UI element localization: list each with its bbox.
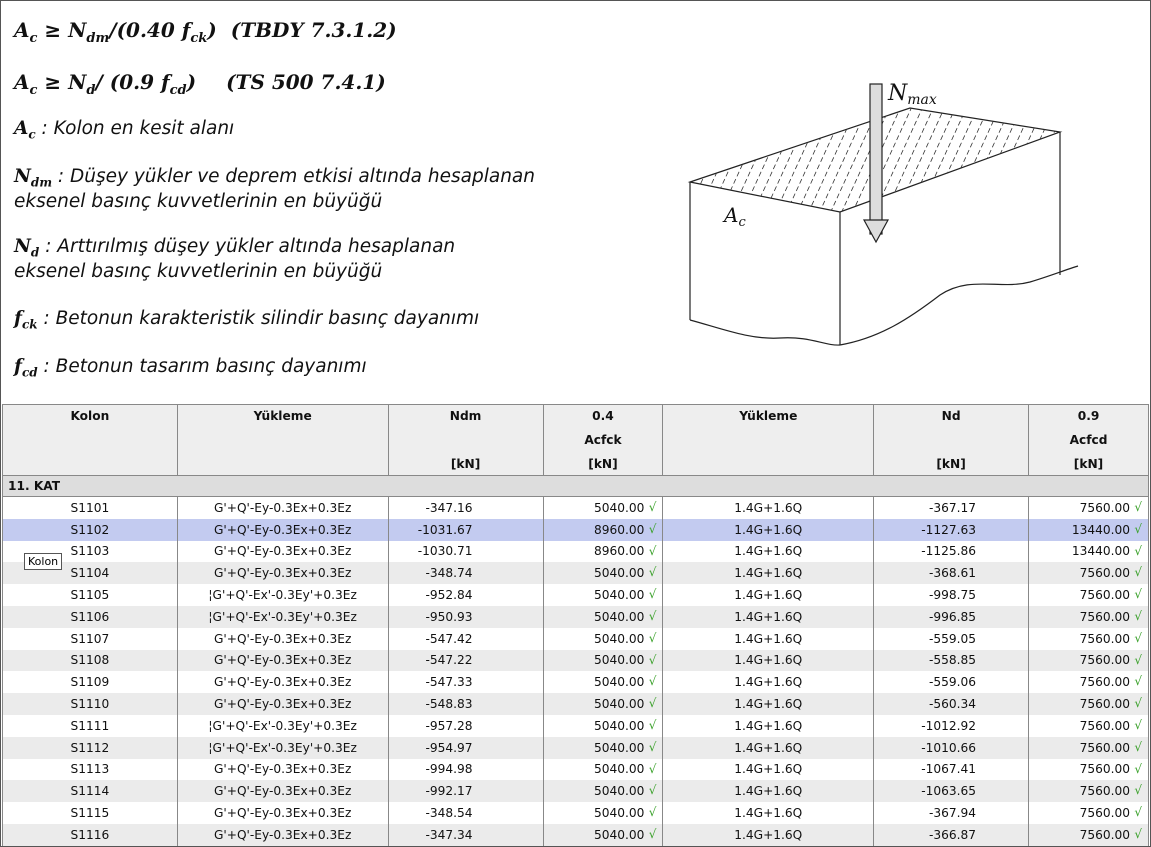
cell-kolon: S1102 [3, 519, 178, 541]
column-check-table [2, 404, 1149, 846]
cell-kolon: S1112 [3, 737, 178, 759]
hatch-line [1069, 100, 1100, 220]
check-icon: √ [648, 565, 657, 580]
cell-acfck: 5040.00 √ [543, 780, 663, 802]
hatch-line [981, 100, 1036, 220]
check-icon: √ [648, 630, 657, 645]
hatch-line [1047, 100, 1100, 220]
cell-acfcd: 7560.00 √ [1029, 759, 1149, 781]
cell-yukleme-2: 1.4G+1.6Q [663, 824, 874, 846]
cell-kolon: S1105 [3, 584, 178, 606]
group-row-label[interactable]: 11. KAT [3, 476, 1149, 497]
table-row[interactable] [3, 519, 1149, 541]
check-icon: √ [648, 500, 657, 514]
cell-yukleme: ¦G'+Q'-Ex'-0.3Ey'+0.3Ez [177, 584, 388, 606]
cell-ndm: -992.17 [388, 780, 543, 802]
cell-acfcd: 7560.00 √ [1029, 715, 1149, 737]
cell-ndm: -547.33 [388, 671, 543, 693]
cell-acfck: 5040.00 √ [543, 802, 663, 824]
cell-ndm: -954.97 [388, 737, 543, 759]
table-row[interactable] [3, 737, 1149, 759]
check-icon: √ [1134, 587, 1142, 602]
cell-yukleme: G'+Q'-Ey-0.3Ex+0.3Ez [177, 519, 388, 541]
cell-yukleme: G'+Q'-Ey-0.3Ex+0.3Ez [177, 562, 388, 584]
cell-nd: -1127.63 [874, 519, 1029, 541]
cell-kolon: S1104 [3, 562, 178, 584]
cell-acfcd: 13440.00 √ [1029, 519, 1149, 541]
table-row[interactable] [3, 715, 1149, 737]
cell-kolon: S1103 [3, 541, 178, 563]
check-icon: √ [1134, 543, 1142, 558]
cell-acfcd: 7560.00 √ [1029, 802, 1149, 824]
table-row[interactable] [3, 541, 1149, 563]
cell-nd: -560.34 [874, 693, 1029, 715]
check-icon: √ [648, 826, 657, 841]
check-icon: √ [1134, 608, 1142, 623]
cell-ndm: -1031.67 [388, 519, 543, 541]
check-icon: √ [648, 608, 657, 623]
cell-acfcd: 7560.00 √ [1029, 737, 1149, 759]
cell-kolon: S1101 [3, 497, 178, 519]
check-icon: √ [1134, 761, 1142, 776]
cell-yukleme-2: 1.4G+1.6Q [663, 650, 874, 672]
cell-yukleme: G'+Q'-Ey-0.3Ex+0.3Ez [177, 824, 388, 846]
cell-ndm: -547.22 [388, 650, 543, 672]
cell-acfck: 5040.00 √ [543, 628, 663, 650]
table-row[interactable] [3, 759, 1149, 781]
table-row[interactable] [3, 562, 1149, 584]
hatch-line [695, 100, 750, 220]
cell-kolon: S1107 [3, 628, 178, 650]
cell-yukleme-2: 1.4G+1.6Q [663, 671, 874, 693]
table-row[interactable] [3, 584, 1149, 606]
cell-yukleme-2: 1.4G+1.6Q [663, 497, 874, 519]
cell-acfck: 5040.00 √ [543, 671, 663, 693]
cell-yukleme: G'+Q'-Ey-0.3Ex+0.3Ez [177, 671, 388, 693]
cell-acfck: 5040.00 √ [543, 824, 663, 846]
cell-ndm: -347.16 [388, 497, 543, 519]
hatch-line [1025, 100, 1080, 220]
cell-ndm: -348.54 [388, 802, 543, 824]
cell-yukleme-2: 1.4G+1.6Q [663, 759, 874, 781]
cell-acfcd: 7560.00 √ [1029, 628, 1149, 650]
hatch-line [680, 100, 695, 220]
area-label: $A_c$ [724, 203, 746, 230]
cell-ndm: -957.28 [388, 715, 543, 737]
cell-kolon: S1116 [3, 824, 178, 846]
cell-kolon: S1114 [3, 780, 178, 802]
definition-0: $A_c$ : Kolon en kesit alanı [14, 118, 235, 142]
cell-yukleme-2: 1.4G+1.6Q [663, 541, 874, 563]
check-icon: √ [1134, 717, 1142, 732]
cell-acfck: 5040.00 √ [543, 584, 663, 606]
cell-acfcd: 13440.00 √ [1029, 541, 1149, 563]
check-icon: √ [1134, 783, 1142, 798]
cell-ndm: -952.84 [388, 584, 543, 606]
cell-acfck: 5040.00 √ [543, 693, 663, 715]
cell-acfck: 5040.00 √ [543, 497, 663, 519]
table-row[interactable] [3, 628, 1149, 650]
table-row[interactable] [3, 606, 1149, 628]
cell-kolon: S1106 [3, 606, 178, 628]
check-icon: √ [1134, 630, 1142, 645]
cell-acfck: 5040.00 √ [543, 737, 663, 759]
cell-nd: -367.17 [874, 497, 1029, 519]
definition-3: $f_{ck}$ : Betonun karakteristik silindir basınç dayanımı [14, 308, 480, 332]
table-row[interactable] [3, 671, 1149, 693]
check-icon: √ [648, 696, 657, 711]
cell-acfcd: 7560.00 √ [1029, 780, 1149, 802]
hatch-line [706, 100, 761, 220]
cell-yukleme: G'+Q'-Ey-0.3Ex+0.3Ez [177, 650, 388, 672]
cell-yukleme: G'+Q'-Ey-0.3Ex+0.3Ez [177, 497, 388, 519]
column-section-diagram [680, 70, 1100, 360]
cell-yukleme-2: 1.4G+1.6Q [663, 802, 874, 824]
hatch-line [1036, 100, 1091, 220]
check-icon: √ [648, 805, 657, 820]
cell-ndm: -950.93 [388, 606, 543, 628]
formula-ts500: $A_c \ge N_d/$ (0.9 $f_{cd}$) (TS 500 7.4.1) [14, 70, 386, 98]
check-icon: √ [648, 783, 657, 798]
col-header-nd[interactable]: Nd [kN] [874, 405, 1029, 476]
cell-yukleme-2: 1.4G+1.6Q [663, 780, 874, 802]
cell-acfcd: 7560.00 √ [1029, 562, 1149, 584]
cell-acfcd: 7560.00 √ [1029, 606, 1149, 628]
col-header-yukleme-2[interactable]: Yükleme [663, 405, 874, 476]
hatch-line [680, 100, 706, 220]
cell-nd: -366.87 [874, 824, 1029, 846]
cell-acfck: 5040.00 √ [543, 562, 663, 584]
cell-nd: -1063.65 [874, 780, 1029, 802]
table-row[interactable] [3, 824, 1149, 846]
cell-yukleme-2: 1.4G+1.6Q [663, 584, 874, 606]
check-icon: √ [1134, 500, 1142, 514]
check-icon: √ [1134, 652, 1142, 667]
cell-nd: -559.05 [874, 628, 1029, 650]
cell-acfcd: 7560.00 √ [1029, 497, 1149, 519]
check-icon: √ [1134, 805, 1142, 820]
hatch-line [1003, 100, 1058, 220]
cell-nd: -368.61 [874, 562, 1029, 584]
cell-yukleme-2: 1.4G+1.6Q [663, 628, 874, 650]
cell-kolon: S1110 [3, 693, 178, 715]
check-icon: √ [648, 761, 657, 776]
cell-ndm: -348.74 [388, 562, 543, 584]
col-header-yukleme[interactable]: Yükleme [177, 405, 388, 476]
check-icon: √ [648, 521, 657, 536]
cell-yukleme: ¦G'+Q'-Ex'-0.3Ey'+0.3Ez [177, 606, 388, 628]
hatch-line [684, 100, 739, 220]
cell-yukleme: G'+Q'-Ey-0.3Ex+0.3Ez [177, 780, 388, 802]
check-icon: √ [1134, 696, 1142, 711]
definition-4: $f_{cd}$ : Betonun tasarım basınç dayanımı [14, 356, 367, 380]
cell-yukleme: G'+Q'-Ey-0.3Ex+0.3Ez [177, 541, 388, 563]
check-icon: √ [648, 543, 657, 558]
load-label: Nmax [888, 81, 937, 108]
cell-yukleme-2: 1.4G+1.6Q [663, 715, 874, 737]
cell-acfcd: 7560.00 √ [1029, 650, 1149, 672]
cell-nd: -996.85 [874, 606, 1029, 628]
cell-acfck: 5040.00 √ [543, 606, 663, 628]
table-row[interactable] [3, 780, 1149, 802]
check-icon: √ [648, 587, 657, 602]
col-header-acfck[interactable]: 0.4 Acfck [kN] [543, 405, 663, 476]
definition-1: $N_{dm}$ : Düşey yükler ve deprem etkisi altında hesaplanan eksenel basınç kuvvetlerinin en büyüğü [14, 166, 535, 212]
cell-yukleme: ¦G'+Q'-Ex'-0.3Ey'+0.3Ez [177, 737, 388, 759]
cell-yukleme: G'+Q'-Ey-0.3Ex+0.3Ez [177, 802, 388, 824]
table-row[interactable] [3, 650, 1149, 672]
col-header-acfcd[interactable]: 0.9 Acfcd [kN] [1029, 405, 1149, 476]
cell-nd: -558.85 [874, 650, 1029, 672]
table-row[interactable] [3, 802, 1149, 824]
col-header-ndm[interactable]: Ndm [kN] [388, 405, 543, 476]
col-header-kolon[interactable]: Kolon [3, 405, 178, 476]
check-icon: √ [1134, 826, 1142, 841]
cell-ndm: -1030.71 [388, 541, 543, 563]
cell-yukleme: G'+Q'-Ey-0.3Ex+0.3Ez [177, 693, 388, 715]
cell-acfck: 8960.00 √ [543, 541, 663, 563]
check-icon: √ [648, 674, 657, 689]
cell-kolon: S1113 [3, 759, 178, 781]
cell-nd: -998.75 [874, 584, 1029, 606]
cell-acfck: 5040.00 √ [543, 715, 663, 737]
cell-acfck: 8960.00 √ [543, 519, 663, 541]
cell-ndm: -994.98 [388, 759, 543, 781]
cell-acfcd: 7560.00 √ [1029, 693, 1149, 715]
hatch-line [1091, 100, 1100, 220]
cell-kolon: S1115 [3, 802, 178, 824]
cell-acfck: 5040.00 √ [543, 650, 663, 672]
check-icon: √ [1134, 565, 1142, 580]
cell-yukleme-2: 1.4G+1.6Q [663, 562, 874, 584]
cell-nd: -1125.86 [874, 541, 1029, 563]
hatch-line [680, 100, 684, 220]
cell-acfcd: 7560.00 √ [1029, 824, 1149, 846]
cell-acfcd: 7560.00 √ [1029, 584, 1149, 606]
table-row[interactable] [3, 497, 1149, 519]
cell-kolon: S1109 [3, 671, 178, 693]
hatch-line [1080, 100, 1100, 220]
cell-yukleme-2: 1.4G+1.6Q [663, 737, 874, 759]
cell-kolon: S1111 [3, 715, 178, 737]
hatch-line [1014, 100, 1069, 220]
cell-yukleme-2: 1.4G+1.6Q [663, 606, 874, 628]
hatch-line [680, 100, 728, 220]
check-icon: √ [1134, 521, 1142, 536]
cell-yukleme-2: 1.4G+1.6Q [663, 519, 874, 541]
check-icon: √ [648, 652, 657, 667]
check-icon: √ [648, 717, 657, 732]
cell-kolon: S1108 [3, 650, 178, 672]
cell-nd: -1010.66 [874, 737, 1029, 759]
hatch-line [1058, 100, 1100, 220]
cell-ndm: -347.34 [388, 824, 543, 846]
cell-nd: -1067.41 [874, 759, 1029, 781]
cell-nd: -1012.92 [874, 715, 1029, 737]
cell-nd: -559.06 [874, 671, 1029, 693]
cell-yukleme: ¦G'+Q'-Ex'-0.3Ey'+0.3Ez [177, 715, 388, 737]
table-row[interactable] [3, 693, 1149, 715]
cell-ndm: -547.42 [388, 628, 543, 650]
cell-acfck: 5040.00 √ [543, 759, 663, 781]
cell-nd: -367.94 [874, 802, 1029, 824]
cell-yukleme: G'+Q'-Ey-0.3Ex+0.3Ez [177, 628, 388, 650]
cell-yukleme: G'+Q'-Ey-0.3Ex+0.3Ez [177, 759, 388, 781]
hatch-line [992, 100, 1047, 220]
check-icon: √ [1134, 674, 1142, 689]
tooltip: Kolon [24, 553, 62, 570]
cell-ndm: -548.83 [388, 693, 543, 715]
check-icon: √ [1134, 739, 1142, 754]
check-icon: √ [648, 739, 657, 754]
cell-acfcd: 7560.00 √ [1029, 671, 1149, 693]
formula-tbdy: $A_c \ge N_{dm}/(0.40$ $f_{ck}$) (TBDY 7.3.1.2) [14, 18, 397, 46]
hatch-line [680, 100, 717, 220]
definition-2: $N_d$ : Arttırılmış düşey yükler altında hesaplanan eksenel basınç kuvvetlerinin en büyüğü [14, 236, 456, 282]
cell-yukleme-2: 1.4G+1.6Q [663, 693, 874, 715]
